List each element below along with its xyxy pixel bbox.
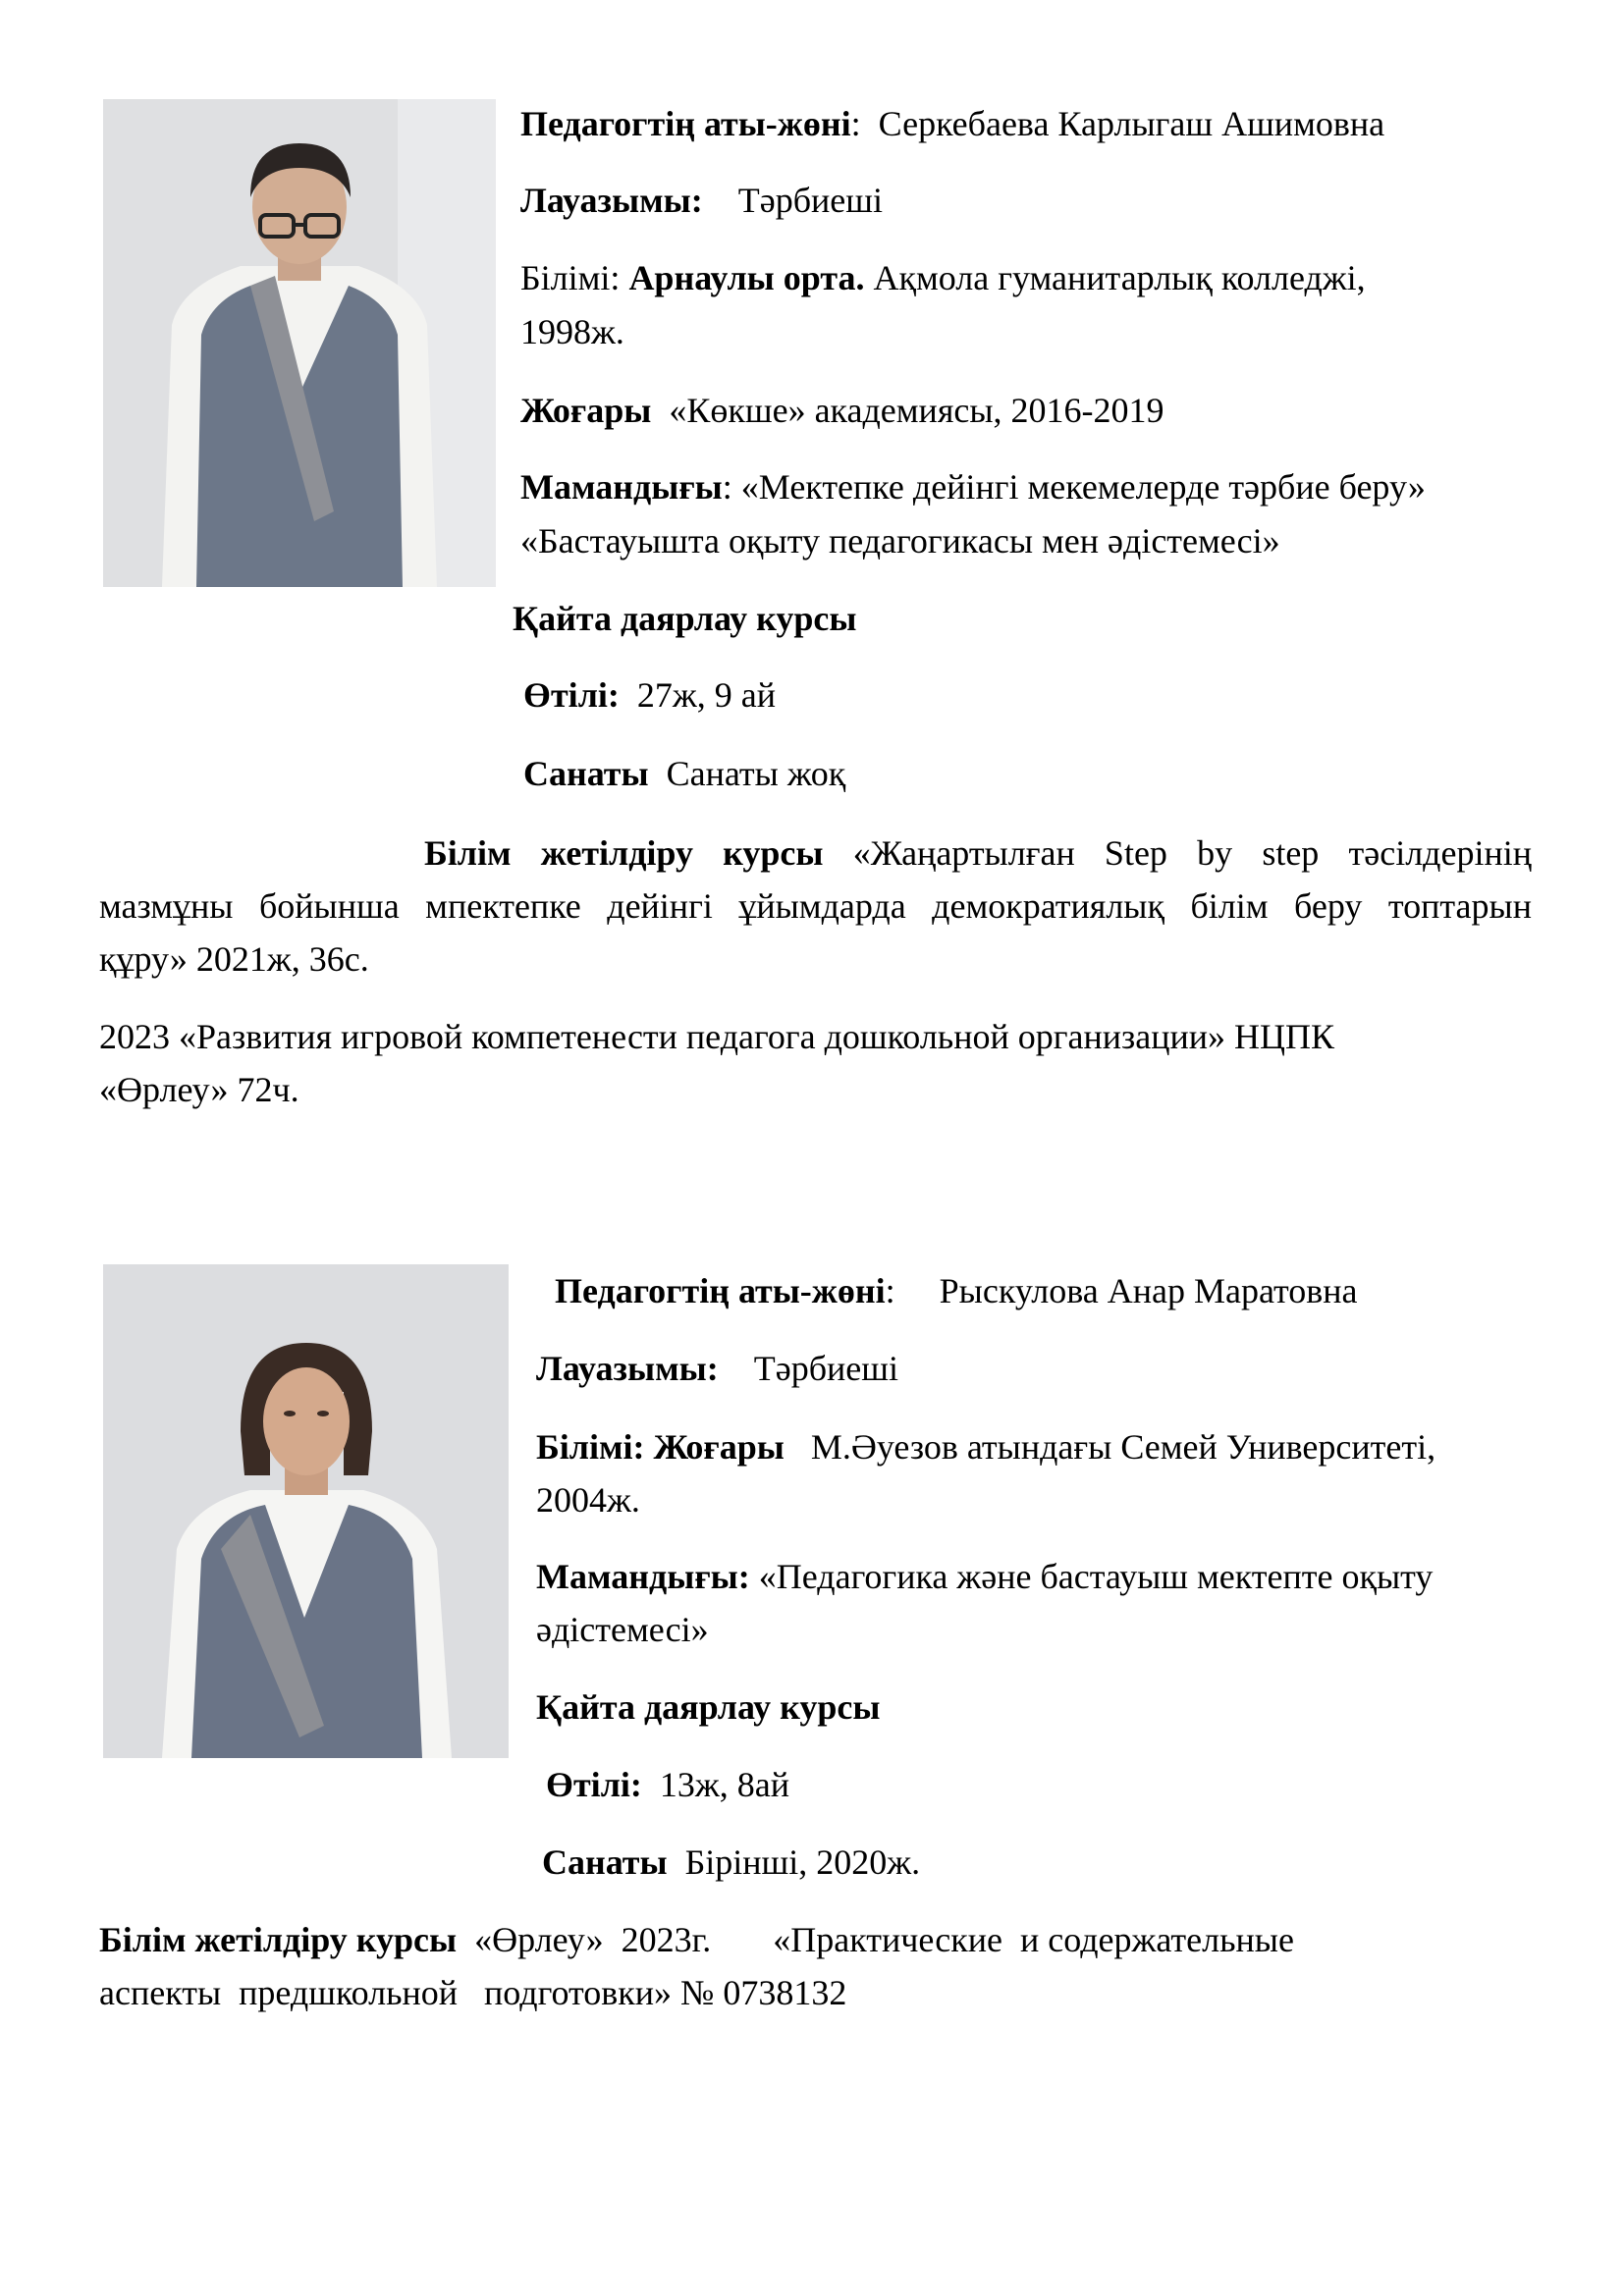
teacher1-education-row (520, 252, 1366, 304)
teacher2-retrain-label (536, 1682, 881, 1734)
teacher1-spec-value2: «Бастауышта оқыту педагогикасы мен әдістемесі» (520, 521, 1280, 561)
teacher1-name-colon: : (850, 104, 861, 143)
teacher1-course-value1: «Жаңартылған Step by step тәсілдерінің (852, 833, 1532, 873)
teacher1-course2-line1: 2023 «Развития игровой компетенести педагога дошкольной организации» НЦПК (99, 1017, 1335, 1056)
teacher2-position-value: Тәрбиеші (753, 1349, 898, 1388)
teacher2-spec-label: Мамандығы: (536, 1557, 750, 1596)
teacher2-name-value: Рыскулова Анар Маратовна (939, 1271, 1358, 1310)
teacher2-name-colon: : (885, 1271, 895, 1310)
teacher1-category-row (523, 748, 845, 800)
teacher1-spec-label: Мамандығы (520, 467, 723, 507)
teacher2-position-row (536, 1343, 898, 1395)
teacher1-higher-label: Жоғары (520, 391, 652, 430)
teacher2-course-line1 (99, 1914, 1294, 1966)
teacher1-position-value: Тәрбиеші (737, 181, 883, 220)
teacher1-course-line3: құру» 2021ж, 36с. (99, 939, 369, 979)
teacher2-experience-row (546, 1759, 789, 1811)
teacher1-name-label: Педагогтің аты-жөні (520, 104, 851, 143)
teacher1-course2-line2: «Өрлеу» 72ч. (99, 1070, 299, 1109)
teacher2-course-label: Білім жетілдіру курсы (99, 1920, 458, 1959)
teacher1-photo (103, 99, 496, 587)
teacher2-spec-value2: әдістемесі» (536, 1610, 709, 1649)
teacher1-cat-value: Санаты жоқ (666, 754, 846, 793)
teacher1-edu-type: Арнаулы орта. (628, 258, 865, 297)
teacher2-edu-label: Білімі: Жоғары (536, 1427, 785, 1467)
teacher2-category-row (542, 1837, 920, 1889)
teacher1-name-row (520, 98, 1384, 150)
teacher1-name-value: Серкебаева Карлыгаш Ашимовна (878, 104, 1385, 143)
teacher1-exp-label: Өтілі: (523, 675, 620, 715)
teacher1-higher-value: «Көкше» академиясы, 2016-2019 (669, 391, 1164, 430)
teacher1-higher-row (520, 385, 1164, 437)
teacher1-course-line2: мазмұны бойынша мпектепке дейінгі ұйымдарда демократиялық білім беру топтарын (99, 886, 1532, 926)
teacher1-exp-value: 27ж, 9 ай (636, 675, 776, 715)
teacher1-spec-row (520, 461, 1426, 513)
teacher1-position-label: Лауазымы: (520, 181, 703, 220)
teacher1-edu-year: 1998ж. (520, 312, 624, 351)
teacher2-exp-value: 13ж, 8ай (659, 1765, 789, 1804)
teacher1-cat-label: Санаты (523, 754, 649, 793)
teacher2-edu-place: М.Әуезов атындағы Семей Университеті, (810, 1427, 1436, 1467)
teacher2-spec-value1: «Педагогика және бастауыш мектепте оқыту (758, 1557, 1434, 1596)
teacher1-spec-colon: : (722, 467, 732, 507)
teacher1-retrain-label (513, 593, 857, 645)
teacher2-retrain-text: Қайта даярлау курсы (536, 1687, 881, 1727)
teacher2-edu-year: 2004ж. (536, 1480, 640, 1520)
teacher2-spec-row (536, 1551, 1433, 1603)
teacher2-cat-value: Бірінші, 2020ж. (684, 1842, 921, 1882)
teacher2-education-row (536, 1421, 1435, 1473)
teacher1-experience-row (523, 669, 776, 721)
teacher1-edu-label: Білімі: (520, 258, 621, 297)
teacher2-course-line2: аспекты предшкольной подготовки» № 0738132 (99, 1973, 847, 2012)
teacher2-cat-label: Санаты (542, 1842, 668, 1882)
teacher2-name-label: Педагогтің аты-жөні (555, 1271, 886, 1310)
teacher1-course-line1 (424, 828, 1532, 880)
teacher1-edu-place: Ақмола гуманитарлық колледжі, (873, 258, 1366, 297)
teacher1-course-label: Білім жетілдіру курсы (424, 833, 824, 873)
teacher2-course-value1: «Өрлеу» 2023г. «Практические и содержательные (474, 1920, 1294, 1959)
teacher2-exp-label: Өтілі: (546, 1765, 642, 1804)
teacher2-name-row (555, 1265, 1358, 1317)
teacher1-retrain-text: Қайта даярлау курсы (513, 599, 857, 638)
teacher2-photo (103, 1264, 509, 1758)
teacher2-position-label: Лауазымы: (536, 1349, 719, 1388)
teacher1-spec-value1: «Мектепке дейінгі мекемелерде тәрбие беру» (740, 467, 1426, 507)
teacher1-position-row (520, 175, 883, 227)
